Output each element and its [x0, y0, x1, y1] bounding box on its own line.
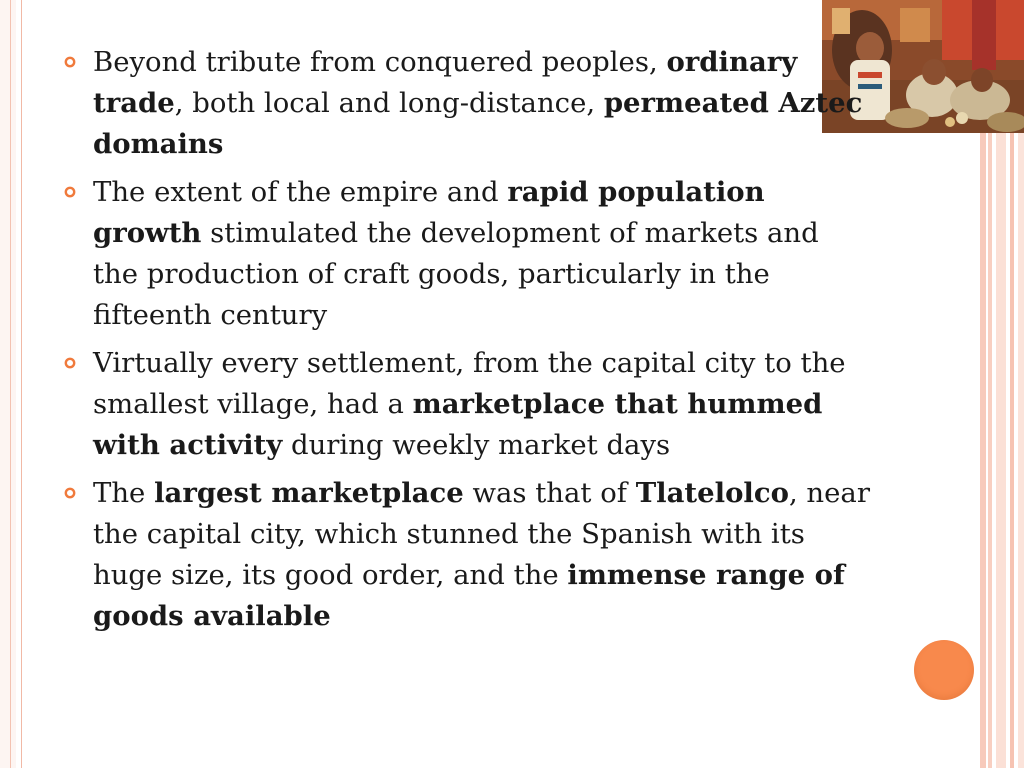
bullet-segment: during weekly market days	[282, 429, 671, 461]
bullet-item	[62, 172, 872, 336]
bullet-circle-icon	[64, 357, 76, 369]
accent-dot-decoration	[914, 640, 974, 700]
bullet-text	[93, 176, 819, 331]
bullet-segment: The	[93, 477, 155, 509]
bullet-emphasis: largest marketplace	[154, 477, 464, 509]
bullet-emphasis: rapid population growth	[93, 176, 765, 249]
bullet-emphasis: immense range of goods available	[93, 559, 845, 632]
bullet-segment: The extent of the empire and	[93, 176, 508, 208]
bullet-emphasis: Tlatelolco	[635, 477, 789, 509]
bullet-emphasis: permeated Aztec domains	[93, 87, 863, 160]
bullet-emphasis: ordinary trade	[93, 46, 798, 119]
bullet-circle-icon	[64, 56, 76, 68]
bullet-segment: was that of	[463, 477, 636, 509]
bullet-text	[93, 347, 846, 461]
bullet-segment: stimulated the development of markets and the production of craft goods, particularly in the fifteenth century	[93, 217, 819, 331]
bullet-circle-icon	[64, 186, 76, 198]
bullet-segment: Virtually every settlement, from the capital city to the smallest village, had a	[93, 347, 846, 420]
slide-frame-left	[0, 0, 22, 768]
bullet-item	[62, 473, 872, 637]
bullet-segment: , both local and long-distance,	[174, 87, 604, 119]
bullet-segment: , near the capital city, which stunned the Spanish with its huge size, its good order, and the	[93, 477, 870, 591]
bullet-segment: Beyond tribute from conquered peoples,	[93, 46, 667, 78]
bullet-emphasis: marketplace that hummed with activity	[93, 388, 823, 461]
bullet-text	[93, 477, 870, 632]
bullet-list	[62, 42, 872, 644]
bullet-item	[62, 42, 872, 165]
bullet-item	[62, 343, 872, 466]
bullet-text	[93, 46, 862, 160]
bullet-circle-icon	[64, 487, 76, 499]
